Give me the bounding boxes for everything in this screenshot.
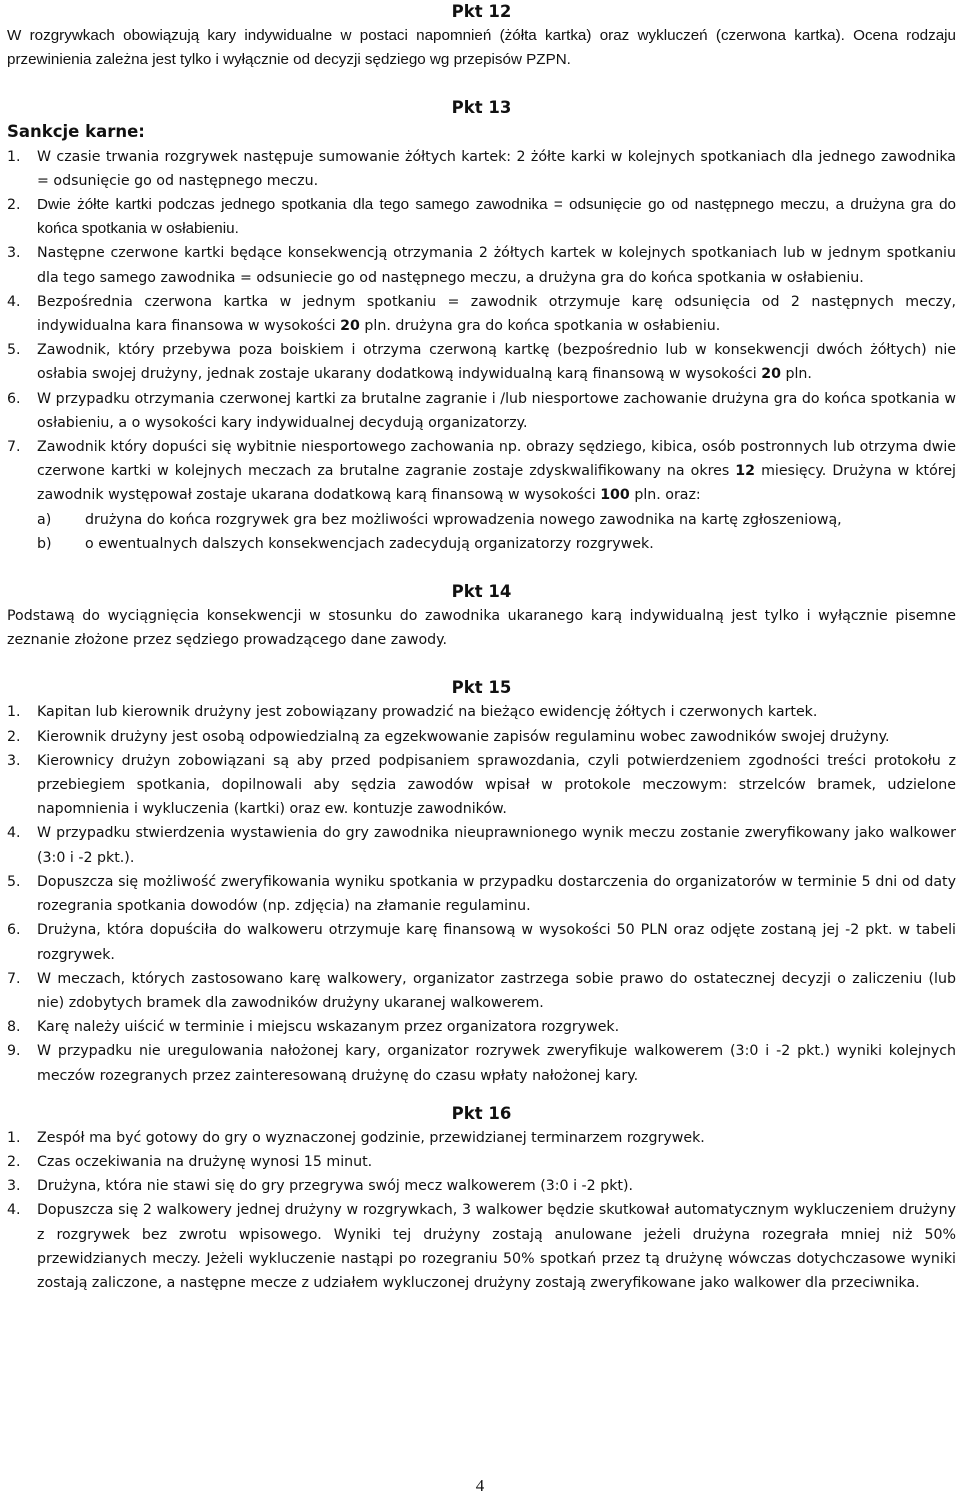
page-number: 4	[475, 1476, 485, 1495]
list-item-text: W przypadku stwierdzenia wystawienia do gry zawodnika nieuprawnionego wynik meczu zostanie zweryfikowany jako walkower (3:0 i -2 pkt.).	[37, 825, 956, 866]
list-item	[7, 338, 956, 386]
list-item	[7, 725, 956, 749]
list-item-text: Kapitan lub kierownik drużyny jest zobowiązany prowadzić na bieżąco ewidencję żółtych i czerwonych kartek.	[37, 704, 818, 721]
duration-value: 12	[735, 463, 756, 480]
list-item-number: 1.	[7, 1129, 21, 1146]
list-item	[7, 193, 956, 241]
pkt12-paragraph: W rozgrywkach obowiązują kary indywidualne w postaci napomnień (żółta kartka) oraz wykluczeń (czerwona kartka). Ocena rodzaju przewinienia zależna jest tylko i wyłącznie od decyzji sędziego wg przepisów PZPN.	[7, 27, 956, 69]
list-item-number: 5.	[7, 342, 21, 359]
list-item-text: Dopuszcza się możliwość zweryfikowania wyniku spotkania w przypadku dostarczenia do organizatorów w terminie 5 dni od daty rozegrania spotkania dowodów (np. zdjęcia) na złamanie regulaminu.	[37, 873, 956, 915]
list-item-number: 7.	[7, 439, 21, 456]
list-item	[7, 1015, 956, 1039]
list-item-number: 4.	[7, 293, 21, 310]
list-item-text: Zespół ma być gotowy do gry o wyznaczonej godzinie, przewidzianej terminarzem rozgrywek.	[37, 1129, 705, 1146]
amount-value: 100	[600, 487, 630, 504]
list-item-text: Dopuszcza się 2 walkowery jednej drużyny w rozgrywkach, 3 walkower będzie skutkował automatycznym wykluczeniem drużyny z rozgrywek bez zwrotu wpisowego. Wyniki tej drużyny zostają anulowane jeżeli drużyna rozegrała mniej niż 50% przewidzianych meczy. Jeżeli wykluczenie nastąpi po rozegraniu 50% spotkań przez tą drużynę wówczas dotychczasowe wyniki zostają zaliczone, a następne mecze z udziałem wykluczonej drużyny zostają zweryfikowane jako walkower dla przeciwnika.	[37, 1202, 956, 1291]
list-item	[7, 1039, 956, 1087]
list-item-number: 5.	[7, 873, 21, 890]
section-heading-pkt13: Pkt 13	[451, 98, 512, 118]
list-item-number: 8.	[7, 1019, 21, 1036]
list-item	[7, 918, 956, 966]
list-item	[7, 1126, 956, 1150]
sub-list-item-letter: a)	[37, 511, 52, 528]
amount-value: 20	[340, 318, 360, 335]
list-item-text: Drużyna, która nie stawi się do gry przegrywa swój mecz walkowerem (3:0 i -2 pkt).	[37, 1178, 634, 1195]
list-item-text: Drużyna, która dopuściła do walkoweru otrzymuje karę finansową w wysokości 50 PLN oraz odjęte zostaną jej -2 pkt. w tabeli rozgrywek.	[37, 922, 956, 963]
list-item-number: 3.	[7, 245, 21, 262]
list-item-number: 2.	[7, 197, 21, 214]
list-item-number: 3.	[7, 1178, 21, 1195]
list-item-text: W przypadku otrzymania czerwonej kartki za brutalne zagranie i /lub niesportowe zachowanie drużyna gra do końca spotkania w osłabieniu, a o wysokości kary indywidualnej decydują organizatorzy.	[37, 390, 956, 431]
pkt15-list	[7, 700, 956, 1087]
list-item-text: W meczach, których zastosowano karę walkowery, organizator zastrzega sobie prawo do ostatecznej decyzji o zaliczeniu (lub nie) zdobytych bramek dla zawodników drużyny ukaranej walkowerem.	[37, 970, 956, 1011]
list-item-number: 3.	[7, 752, 21, 769]
sub-list-item-text: o ewentualnych dalszych konsekwencjach zadecydują organizatorzy rozgrywek.	[85, 535, 654, 552]
sub-list-item	[7, 532, 956, 556]
list-item	[7, 1174, 956, 1198]
sub-list-item	[7, 508, 956, 532]
text-run: miesięcy. Drużyna w której zawodnik występował zostaje ukarana dodatkową karą finansową w wysokości	[37, 463, 956, 504]
list-item-number: 2.	[7, 1153, 21, 1170]
list-item	[7, 290, 956, 338]
list-item	[7, 700, 956, 724]
pkt14-paragraph: Podstawą do wyciągnięcia konsekwencji w stosunku do zawodnika ukaranego karą indywidualną jest tylko i wyłącznie pisemne zeznanie złożone przez sędziego prowadzącego dane zawody.	[7, 608, 956, 649]
list-item-number: 6.	[7, 922, 21, 939]
text-run: Bezpośrednia czerwona kartka w jednym spotkaniu = zawodnik otrzymuje karę odsunięcia od 2 następnych meczy, indywidualna kara finansowa w wysokości	[37, 293, 956, 335]
text-run: Zawodnik, który przebywa poza boiskiem i otrzyma czerwoną kartkę (bezpośrednio lub w konsekwencji dwóch żółtych) nie osłabia swojej drużyny, jednak zostaje ukarany dodatkową indywidualną karą finansową w wysokości	[37, 342, 956, 383]
list-item	[7, 1150, 956, 1174]
list-item-number: 6.	[7, 390, 21, 407]
list-item-text	[37, 338, 956, 386]
list-item-text: Karę należy uiścić w terminie i miejscu wskazanym przez organizatora rozgrywek.	[37, 1019, 620, 1036]
list-item	[7, 145, 956, 193]
pkt13-subheading: Sankcje karne:	[7, 122, 145, 142]
list-item-text: W czasie trwania rozgrywek następuje sumowanie żółtych kartek: 2 żółte karki w kolejnych spotkaniach dla jednego zawodnika = odsunięcie go od następnego meczu.	[37, 148, 956, 189]
text-run: pln. drużyna gra do końca spotkania w osłabieniu.	[359, 318, 721, 335]
list-item-text: Kierownik drużyny jest osobą odpowiedzialną za egzekwowanie zapisów regulaminu wobec zawodników swojej drużyny.	[37, 728, 890, 745]
list-item-text: Kierownicy drużyn zobowiązani są aby przed podpisaniem sprawozdania, czyli potwierdzeniem zgodności treści protokołu z przebiegiem spotkania, dopilnowali aby sędzia zawodów wpisał w protokole meczowym: strzelców bramek, udzielone napomnienia i wykluczenia (kartki) oraz ew. kontuzje zawodników.	[37, 752, 956, 818]
text-run: pln.	[780, 366, 812, 383]
list-item	[7, 1198, 956, 1295]
list-item-number: 1.	[7, 704, 21, 721]
amount-value: 20	[761, 366, 781, 383]
section-heading-pkt14: Pkt 14	[451, 582, 512, 602]
list-item-text: Czas oczekiwania na drużynę wynosi 15 minut.	[37, 1153, 373, 1170]
list-item-number: 9.	[7, 1043, 21, 1060]
section-heading-pkt12: Pkt 12	[451, 2, 512, 21]
list-item	[7, 749, 956, 822]
sub-list-item-letter: b)	[37, 535, 52, 552]
list-item	[7, 241, 956, 289]
pkt16-list	[7, 1126, 956, 1295]
list-item-number: 7.	[7, 970, 21, 987]
list-item-text: Następne czerwone kartki będące konsekwencją otrzymania 2 żółtych kartek w kolejnych spotkaniach lub w jednym spotkaniu dla tego samego zawodnika = odsuniecie go od następnego meczu, a drużyna gra do końca spotkania w osłabieniu.	[37, 245, 956, 286]
text-run: Zawodnik który dopuści się wybitnie niesportowego zachowania np. obrazy sędziego, kibica, osób postronnych lub otrzyma dwie czerwone kartki w kolejnych meczach za brutalne zagranie zostaje zdyskwalifikowany na okres	[37, 439, 956, 480]
list-item-text	[37, 290, 956, 338]
list-item	[7, 870, 956, 918]
text-run: pln. oraz:	[629, 487, 701, 504]
list-item-text: W przypadku nie uregulowania nałożonej kary, organizator rozrywek zweryfikuje walkowerem (3:0 i -2 pkt.) wyniki kolejnych meczów rozegranych przez zainteresowaną drużynę do czasu wpłaty nałożonej kary.	[37, 1043, 956, 1084]
section-heading-pkt16: Pkt 16	[451, 1103, 512, 1123]
list-item-text: Dwie żółte kartki podczas jednego spotkania dla tego samego zawodnika = odsunięcie go od następnego meczu, a drużyna gra do końca spotkania w osłabieniu.	[37, 196, 956, 238]
list-item	[7, 967, 956, 1015]
list-item-number: 1.	[7, 148, 21, 165]
list-item	[7, 435, 956, 508]
list-item	[7, 387, 956, 435]
list-item-number: 2.	[7, 728, 21, 745]
pkt13-list	[7, 145, 956, 556]
list-item-text	[37, 435, 956, 508]
list-item	[7, 821, 956, 869]
sub-list-item-text: drużyna do końca rozgrywek gra bez możliwości wprowadzenia nowego zawodnika na kartę zgłoszeniową,	[85, 511, 842, 528]
list-item-number: 4.	[7, 825, 21, 842]
list-item-number: 4.	[7, 1202, 21, 1219]
section-heading-pkt15: Pkt 15	[451, 678, 512, 698]
